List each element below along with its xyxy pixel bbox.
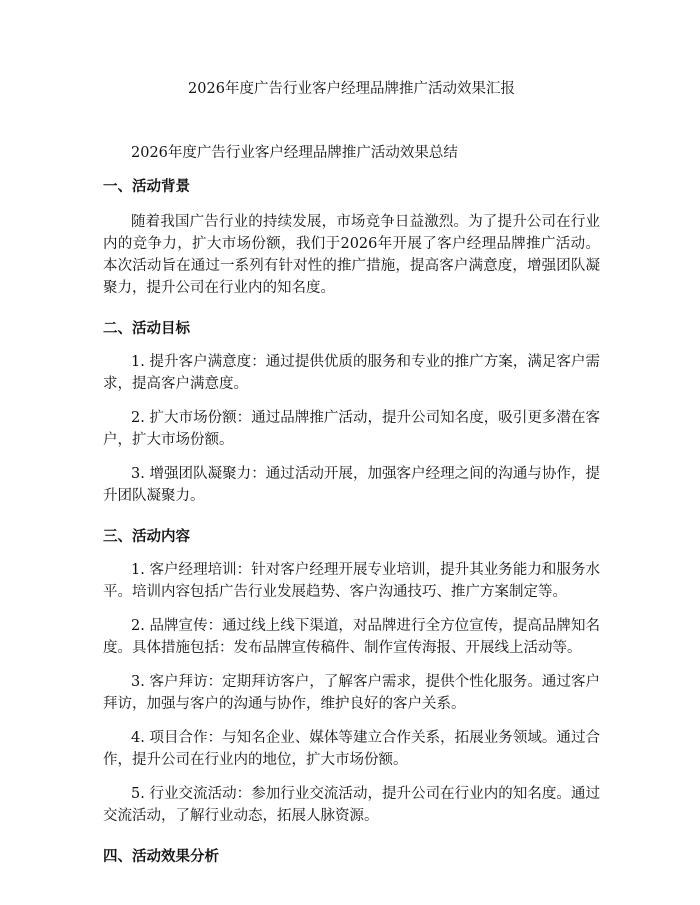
- content-item-5: 5. 行业交流活动：参加行业交流活动，提升公司在行业内的知名度。通过交流活动，了解行业动态，拓展人脉资源。: [103, 786, 600, 824]
- section-heading-background: 一、活动背景: [103, 179, 190, 195]
- background-paragraph: 随着我国广告行业的持续发展，市场竞争日益激烈。为了提升公司在行业内的竞争力，扩大市场份额，我们于2026年开展了客户经理品牌推广活动。本次活动旨在通过一系列有针对性的推广措施，提高客户满意度，增强团队凝聚力，提升公司在行业内的知名度。: [103, 214, 600, 296]
- content-item-3: 3. 客户拜访：定期拜访客户，了解客户需求，提供个性化服务。通过客户拜访，加强与客户的沟通与协作，维护良好的客户关系。: [103, 674, 600, 712]
- document-subtitle: 2026年度广告行业客户经理品牌推广活动效果总结: [131, 145, 458, 161]
- content-item-4: 4. 项目合作：与知名企业、媒体等建立合作关系，拓展业务领域。通过合作，提升公司在行业内的地位，扩大市场份额。: [103, 730, 600, 768]
- content-item-1: 1. 客户经理培训：针对客户经理开展专业培训，提升其业务能力和服务水平。培训内容包括广告行业发展趋势、客户沟通技巧、推广方案制定等。: [103, 562, 600, 600]
- goal-item-2: 2. 扩大市场份额：通过品牌推广活动，提升公司知名度，吸引更多潜在客户，扩大市场份额。: [103, 410, 600, 448]
- content-item-2: 2. 品牌宣传：通过线上线下渠道，对品牌进行全方位宣传，提高品牌知名度。具体措施包括：发布品牌宣传稿件、制作宣传海报、开展线上活动等。: [103, 618, 600, 656]
- section-heading-content: 三、活动内容: [103, 529, 190, 545]
- section-heading-goals: 二、活动目标: [103, 321, 190, 337]
- document-title: 2026年度广告行业客户经理品牌推广活动效果汇报: [188, 81, 515, 97]
- section-heading-effect-analysis: 四、活动效果分析: [103, 849, 219, 865]
- goal-item-1: 1. 提升客户满意度：通过提供优质的服务和专业的推广方案，满足客户需求，提高客户满意度。: [103, 354, 600, 392]
- goal-item-3: 3. 增强团队凝聚力：通过活动开展，加强客户经理之间的沟通与协作，提升团队凝聚力。: [103, 466, 600, 504]
